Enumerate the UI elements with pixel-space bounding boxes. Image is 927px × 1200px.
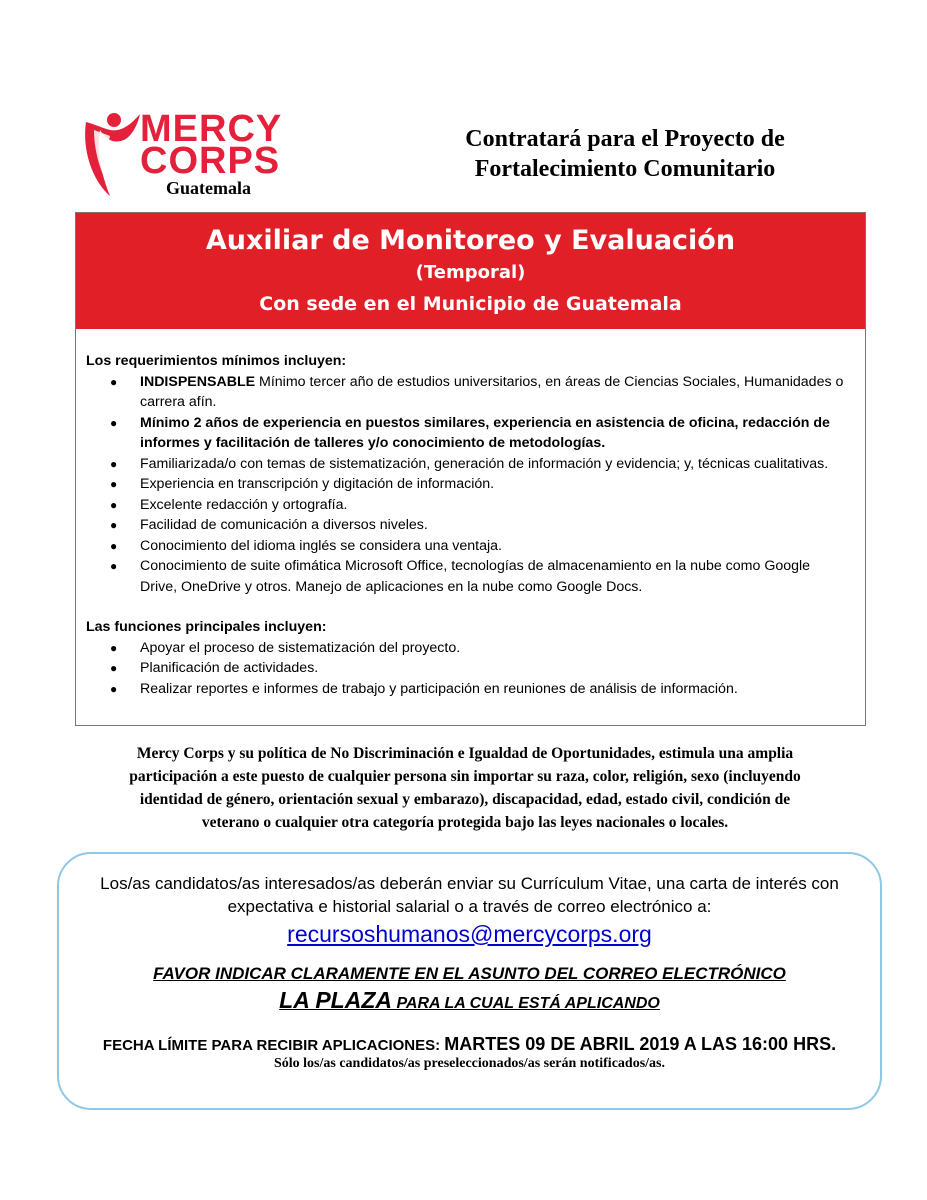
preselection-note: Sólo los/as candidatos/as preseleccionados/as serán notificados/as. <box>273 1056 665 1071</box>
job-location: Con sede en el Municipio de Guatemala <box>259 293 682 315</box>
mercy-corps-figure-icon <box>80 100 142 200</box>
requirement-emphasis: INDISPENSABLE <box>140 373 256 390</box>
policy-line: participación a este puesto de cualquier persona sin importar su raza, color, religión, sexo (incluyendo <box>129 768 801 785</box>
requirement-text: Mínimo tercer año de estudios universitarios, en áreas de Ciencias Sociales, Humanidades o carrera afín. <box>140 373 844 410</box>
requirements-list <box>86 372 855 598</box>
job-description-box <box>75 212 866 726</box>
list-item: ● Facilidad de comunicación a diversos niveles. <box>86 515 855 536</box>
logo-word-corps: CORPS <box>140 140 281 182</box>
deadline-value: MARTES 09 DE ABRIL 2019 A LAS 16:00 HRS. <box>444 1034 837 1054</box>
policy-line: Mercy Corps y su política de No Discriminación e Igualdad de Oportunidades, estimula una amplia <box>136 745 794 762</box>
mercy-corps-logo <box>80 100 300 200</box>
application-info-box <box>57 852 882 1110</box>
list-item: ● Apoyar el proceso de sistematización del proyecto. <box>86 638 855 659</box>
non-discrimination-policy <box>80 742 850 834</box>
application-instructions-line2: expectativa e historial salarial o a través de correo electrónico a: <box>227 897 712 916</box>
list-item: ● Conocimiento de suite ofimática Microsoft Office, tecnologías de almacenamiento en la nube como Google Drive, OneDrive y otros. Manejo de aplicaciones en la nube como Google Docs. <box>86 556 855 597</box>
list-item: ● Mínimo 2 años de experiencia en puestos similares, experiencia en asistencia de oficina, redacción de informes y facilitación de talleres y/o conocimiento de metodologías. <box>86 413 855 454</box>
list-item: ● Excelente redacción y ortografía. <box>86 495 855 516</box>
list-item: ● Experiencia en transcripción y digitación de información. <box>86 474 855 495</box>
list-item <box>86 372 855 413</box>
email-link[interactable]: recursoshumanos@mercycorps.org <box>287 921 652 947</box>
functions-title: Las funciones principales incluyen: <box>86 619 327 635</box>
deadline-label: FECHA LÍMITE PARA RECIBIR APLICACIONES: <box>102 1037 445 1054</box>
logo-word-mercy: MERCY <box>140 108 283 150</box>
header-title-line2: Fortalecimiento Comunitario <box>474 156 776 182</box>
list-item: ● Familiarizada/o con temas de sistematización, generación de información y evidencia; y, técnicas cualitativas. <box>86 454 855 475</box>
policy-line: veterano o cualquier otra categoría protegida bajo las leyes nacionales o locales. <box>201 814 729 831</box>
position-notice-text: PARA LA CUAL ESTÁ APLICANDO <box>392 995 660 1012</box>
policy-line: identidad de género, orientación sexual y embarazo), discapacidad, edad, estado civil, condición de <box>139 791 791 808</box>
position-notice-emphasis: LA PLAZA <box>279 987 392 1013</box>
functions-list <box>86 638 855 700</box>
job-type: (Temporal) <box>415 262 526 283</box>
logo-country: Guatemala <box>166 178 251 198</box>
position-notice <box>67 984 872 1020</box>
job-title: Auxiliar de Monitoreo y Evaluación <box>205 225 736 256</box>
header-title <box>415 124 835 184</box>
requirements-title: Los requerimientos mínimos incluyen: <box>86 353 347 369</box>
header-title-line1: Contratará para el Proyecto de <box>465 126 785 152</box>
list-item: ● Conocimiento del idioma inglés se considera una ventaja. <box>86 536 855 557</box>
list-item: ● Planificación de actividades. <box>86 658 855 679</box>
list-item: ● Realizar reportes e informes de trabajo y participación en reuniones de análisis de información. <box>86 679 855 700</box>
job-title-banner <box>76 213 865 329</box>
application-instructions-line1: Los/as candidatos/as interesados/as deberán enviar su Currículum Vitae, una carta de interés con <box>100 874 839 893</box>
deadline <box>67 1034 872 1055</box>
subject-notice: FAVOR INDICAR CLARAMENTE EN EL ASUNTO DEL CORREO ELECTRÓNICO <box>153 964 786 983</box>
job-content <box>76 329 865 699</box>
